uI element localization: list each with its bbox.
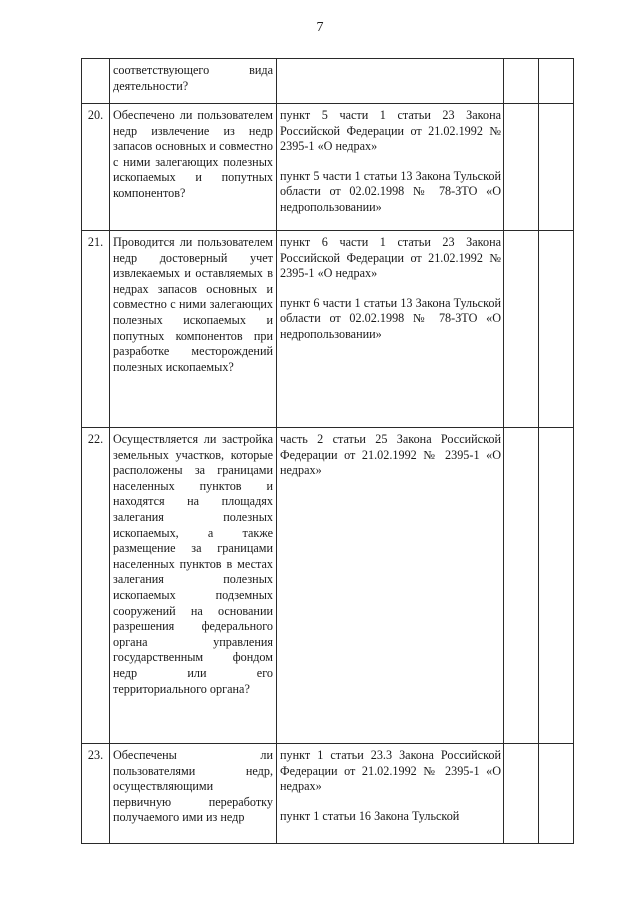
- reference-paragraph: пункт 1 статьи 23.3 Закона Российской Федерации от 21.02.1992 № 2395-1 «О недрах»: [280, 748, 501, 794]
- reference-paragraph: пункт 5 части 1 статьи 13 Закона Тульской области от 02.02.1998 № 78-ЗТО «О недропользовании»: [280, 168, 501, 214]
- reference-paragraph: пункт 1 статьи 16 Закона Тульской: [280, 808, 460, 823]
- question-text: Осуществляется ли застройка земельных участков, которые расположены за границами населенных пунктов и находятся на площадях залегания полезных ископаемых, а также размещение за границами населенных пунктов в местах залегания полезных ископаемых подземных сооружений на основании разрешения федерального органа управления государственным фондом недр или его территориального органа?: [110, 428, 277, 744]
- reference-paragraph: пункт 5 части 1 статьи 23 Закона Российской Федерации от 21.02.1992 № 2395-1 «О недрах»: [280, 108, 501, 154]
- legal-reference: [277, 744, 504, 844]
- row-number: 20.: [82, 104, 110, 231]
- table-row: [82, 428, 574, 744]
- row-number: [82, 59, 110, 104]
- answer-cell: [504, 231, 539, 428]
- question-text: соответствующего вида деятельности?: [110, 59, 277, 104]
- reference-paragraph: часть 2 статьи 25 Закона Российской Федерации от 21.02.1992 № 2395-1 «О недрах»: [280, 432, 501, 478]
- table-row: [82, 59, 574, 104]
- row-number: 22.: [82, 428, 110, 744]
- legal-reference: [277, 59, 504, 104]
- note-cell: [539, 59, 574, 104]
- checklist-table: [81, 58, 574, 844]
- answer-cell: [504, 59, 539, 104]
- note-cell: [539, 104, 574, 231]
- question-text: Обеспечены ли пользователями недр, осуществляющими первичную переработку получаемого ими из недр: [110, 744, 277, 844]
- legal-reference: [277, 231, 504, 428]
- page-number: 7: [316, 20, 324, 35]
- row-number: 21.: [82, 231, 110, 428]
- row-number: 23.: [82, 744, 110, 844]
- note-cell: [539, 231, 574, 428]
- table-row: [82, 104, 574, 231]
- question-text: Проводится ли пользователем недр достоверный учет извлекаемых и оставляемых в недрах запасов основных и совместно с ними залегающих полезных ископаемых и попутных компонентов при разработке месторождений полезных ископаемых?: [110, 231, 277, 428]
- legal-reference: [277, 104, 504, 231]
- reference-paragraph: пункт 6 части 1 статьи 13 Закона Тульской области от 02.02.1998 № 78-ЗТО «О недропользовании»: [280, 295, 501, 341]
- question-text: Обеспечено ли пользователем недр извлечение из недр запасов основных и совместно с ними залегающих полезных ископаемых и попутных компонентов?: [110, 104, 277, 231]
- note-cell: [539, 744, 574, 844]
- legal-reference: [277, 428, 504, 744]
- answer-cell: [504, 744, 539, 844]
- reference-paragraph: пункт 6 части 1 статьи 23 Закона Российской Федерации от 21.02.1992 № 2395-1 «О недрах»: [280, 235, 501, 281]
- answer-cell: [504, 428, 539, 744]
- table-row: [82, 231, 574, 428]
- note-cell: [539, 428, 574, 744]
- answer-cell: [504, 104, 539, 231]
- table-row: [82, 744, 574, 844]
